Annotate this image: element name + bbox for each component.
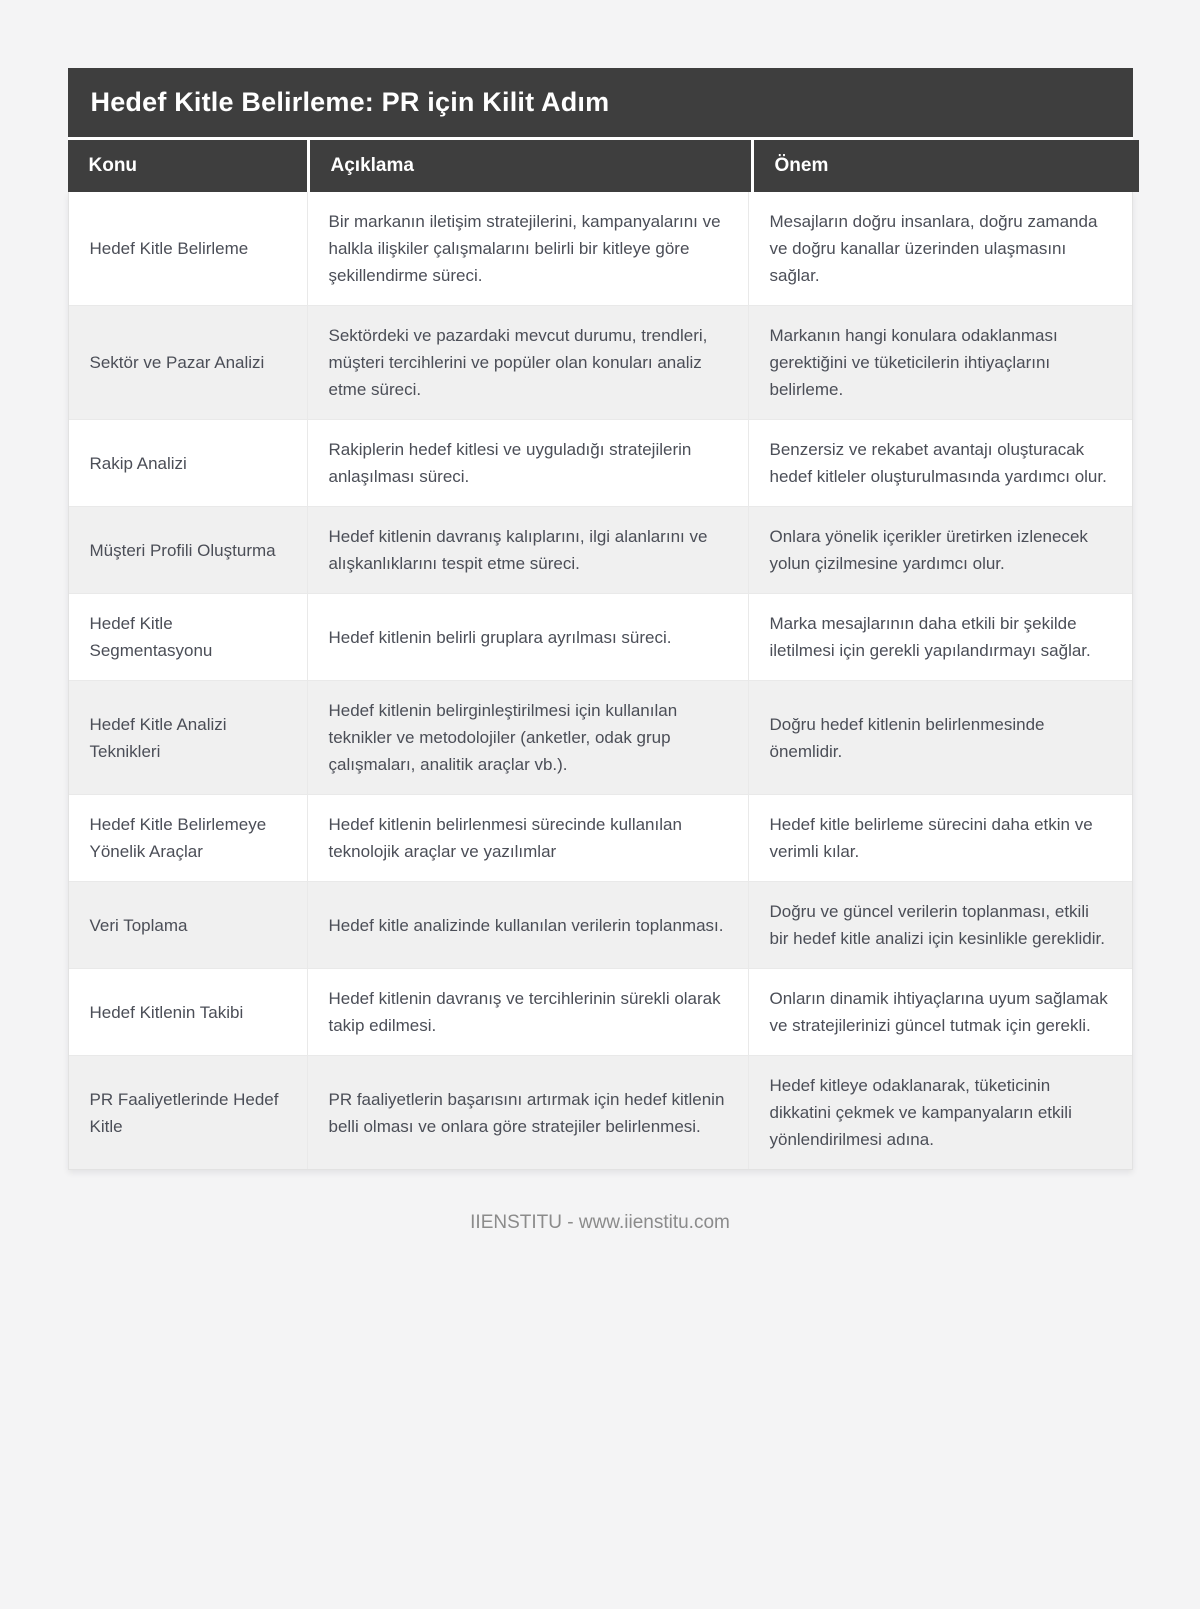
cell-aciklama: Hedef kitlenin belirlenmesi sürecinde kullanılan teknolojik araçlar ve yazılımlar (307, 795, 748, 881)
cell-onem: Benzersiz ve rekabet avantajı oluşturacak hedef kitleler oluşturulmasında yardımcı olur. (748, 420, 1132, 506)
cell-aciklama: Hedef kitlenin davranış ve tercihlerinin sürekli olarak takip edilmesi. (307, 969, 748, 1055)
cell-aciklama: Sektördeki ve pazardaki mevcut durumu, trendleri, müşteri tercihlerini ve popüler olan konuları analiz etme süreci. (307, 306, 748, 419)
page-title: Hedef Kitle Belirleme: PR için Kilit Adım (90, 87, 610, 117)
column-header-onem: Önem (754, 140, 1139, 192)
cell-konu: Hedef Kitle Belirleme (89, 239, 249, 258)
document (68, 68, 1133, 1170)
table-row (69, 192, 1132, 305)
cell-aciklama: Hedef kitlenin davranış kalıplarını, ilgi alanlarını ve alışkanlıklarını tespit etme süreci. (307, 507, 748, 593)
table-row (69, 680, 1132, 794)
cell-aciklama: Rakiplerin hedef kitlesi ve uyguladığı stratejilerin anlaşılması süreci. (307, 420, 748, 506)
cell-onem: Onların dinamik ihtiyaçlarına uyum sağlamak ve stratejilerinizi güncel tutmak için gerekli. (748, 969, 1132, 1055)
table-row (69, 419, 1132, 506)
table-row (69, 506, 1132, 593)
cell-onem: Mesajların doğru insanlara, doğru zamanda ve doğru kanallar üzerinden ulaşmasını sağlar. (748, 192, 1132, 305)
table-row (69, 305, 1132, 419)
table-row (69, 1055, 1132, 1169)
table-body (68, 192, 1133, 1170)
cell-onem: Marka mesajlarının daha etkili bir şekilde iletilmesi için gerekli yapılandırmayı sağlar. (748, 594, 1132, 680)
cell-aciklama: Hedef kitlenin belirli gruplara ayrılması süreci. (307, 594, 748, 680)
column-header-konu: Konu (68, 140, 307, 192)
cell-aciklama: Bir markanın iletişim stratejilerini, kampanyalarını ve halkla ilişkiler çalışmalarını belirli bir kitleye göre şekillendirme süreci. (307, 192, 748, 305)
cell-aciklama: PR faaliyetlerin başarısını artırmak için hedef kitlenin belli olması ve onlara göre stratejiler belirlenmesi. (307, 1056, 748, 1169)
title-bar (68, 68, 1133, 140)
cell-onem: Hedef kitle belirleme sürecini daha etkin ve verimli kılar. (748, 795, 1132, 881)
cell-konu: Sektör ve Pazar Analizi (89, 353, 265, 372)
table-row (69, 881, 1132, 968)
table-row (69, 968, 1132, 1055)
cell-onem: Hedef kitleye odaklanarak, tüketicinin dikkatini çekmek ve kampanyaların etkili yönlendirilmesi adına. (748, 1056, 1132, 1169)
footer-credit: IIENSTITU - www.iienstitu.com (470, 1212, 730, 1233)
cell-onem: Doğru ve güncel verilerin toplanması, etkili bir hedef kitle analizi için kesinlikle gereklidir. (748, 882, 1132, 968)
cell-onem: Doğru hedef kitlenin belirlenmesinde önemlidir. (748, 681, 1132, 794)
cell-konu: Hedef Kitle Belirlemeye Yönelik Araçlar (89, 815, 267, 861)
cell-konu: Rakip Analizi (89, 453, 187, 473)
column-header-row (68, 140, 1133, 192)
table-row (69, 593, 1132, 680)
cell-konu: Hedef Kitle Segmentasyonu (89, 614, 213, 660)
cell-onem: Markanın hangi konulara odaklanması gerektiğini ve tüketicilerin ihtiyaçlarını belirleme. (748, 306, 1132, 419)
cell-aciklama: Hedef kitlenin belirginleştirilmesi için kullanılan teknikler ve metodolojiler (anketler, odak grup çalışmaları, analitik araçlar vb.). (307, 681, 748, 794)
cell-konu: Hedef Kitlenin Takibi (89, 1002, 244, 1022)
table-row (69, 794, 1132, 881)
cell-konu: PR Faaliyetlerinde Hedef Kitle (89, 1089, 279, 1136)
cell-aciklama: Hedef kitle analizinde kullanılan verilerin toplanması. (307, 882, 748, 968)
cell-konu: Müşteri Profili Oluşturma (89, 540, 276, 560)
cell-konu: Hedef Kitle Analizi Teknikleri (89, 714, 227, 761)
column-header-aciklama: Açıklama (310, 140, 751, 192)
cell-onem: Onlara yönelik içerikler üretirken izlenecek yolun çizilmesine yardımcı olur. (748, 507, 1132, 593)
cell-konu: Veri Toplama (89, 915, 188, 935)
